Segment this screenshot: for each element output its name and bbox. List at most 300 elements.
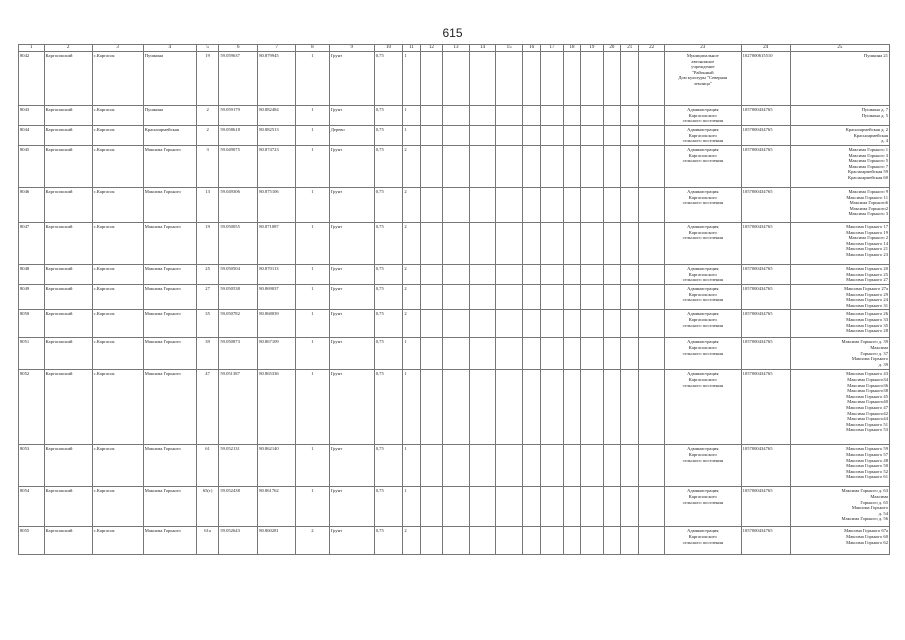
empty-cell: [541, 445, 563, 487]
longitude-cell: 80.867109: [258, 338, 296, 370]
latitude-cell: 59.058618: [219, 126, 258, 146]
count-cell: 2: [403, 285, 420, 310]
surface-cell: Грунт: [329, 188, 374, 223]
area-cell: 0,75: [374, 310, 403, 338]
owner-cell: [664, 285, 741, 310]
empty-cell: [621, 285, 639, 310]
sources-cell: [790, 310, 889, 338]
locality-cell: с.Каргасок: [92, 52, 143, 106]
record-number: 8047: [19, 223, 45, 265]
empty-cell: [496, 445, 523, 487]
latitude-cell: 59.049075: [219, 146, 258, 188]
empty-cell: [522, 146, 540, 188]
column-number: 7: [258, 45, 296, 52]
district-cell: Каргасокский: [44, 146, 92, 188]
owner-line: Администрация: [687, 488, 719, 494]
owner-line: Администрация: [687, 339, 719, 345]
empty-cell: [603, 285, 620, 310]
empty-cell: [603, 126, 620, 146]
source-address-line: Максима Горького 7: [848, 163, 888, 169]
owner-line: Каргасокского: [688, 316, 717, 322]
sources-cell: [790, 338, 889, 370]
empty-cell: [603, 338, 620, 370]
district-cell: Каргасокский: [44, 527, 92, 555]
table-row: [19, 487, 890, 527]
source-address-line: Максима Горького42: [847, 410, 888, 416]
empty-cell: [621, 188, 639, 223]
empty-cell: [443, 52, 470, 106]
empty-cell: [621, 487, 639, 527]
owner-line: Администрация: [687, 147, 719, 152]
empty-cell: [603, 445, 620, 487]
owner-line: сельского поселения: [682, 322, 723, 328]
house-cell: 61: [196, 445, 218, 487]
column-number: 13: [443, 45, 470, 52]
empty-cell: [563, 223, 580, 265]
latitude-cell: 59.049306: [219, 188, 258, 223]
empty-cell: [420, 445, 442, 487]
empty-cell: [522, 106, 540, 126]
inn-cell: 1027000615510: [741, 52, 790, 106]
source-address-line: Максима Горького 61: [846, 474, 888, 480]
column-number: 18: [563, 45, 580, 52]
column-8-cell: 1: [296, 338, 330, 370]
column-8-cell: 2: [296, 527, 330, 555]
sources-cell: [790, 487, 889, 527]
empty-cell: [603, 265, 620, 285]
source-address-line: Максима Горького 52: [846, 468, 888, 474]
source-address-line: Максима Горького 31: [846, 302, 888, 308]
owner-cell: [664, 52, 741, 106]
source-address-line: Красноармейская 60: [848, 174, 888, 180]
empty-cell: [420, 487, 442, 527]
district-cell: Каргасокский: [44, 52, 92, 106]
surface-cell: Грунт: [329, 106, 374, 126]
locality-cell: с.Каргасок: [92, 370, 143, 445]
empty-cell: [639, 126, 665, 146]
empty-cell: [639, 52, 665, 106]
sources-cell: [790, 188, 889, 223]
empty-cell: [639, 445, 665, 487]
surface-cell: Грунт: [329, 146, 374, 188]
column-8-cell: 1: [296, 370, 330, 445]
empty-cell: [420, 370, 442, 445]
empty-cell: [443, 370, 470, 445]
empty-cell: [420, 285, 442, 310]
table-row: [19, 527, 890, 555]
house-cell: 2: [196, 106, 218, 126]
empty-cell: [603, 188, 620, 223]
column-number: 1: [19, 45, 45, 52]
empty-cell: [443, 188, 470, 223]
owner-line: землица": [693, 80, 712, 86]
district-cell: Каргасокский: [44, 338, 92, 370]
count-cell: 1: [403, 126, 420, 146]
empty-cell: [469, 146, 496, 188]
empty-cell: [522, 285, 540, 310]
column-number: 10: [374, 45, 403, 52]
count-cell: 1: [403, 445, 420, 487]
inn-cell: 1057000434765: [741, 188, 790, 223]
empty-cell: [469, 527, 496, 555]
house-cell: 65(г): [196, 487, 218, 527]
source-address-line: Максима Горького 3: [848, 152, 888, 158]
empty-cell: [541, 265, 563, 285]
street-cell: Максима Горького: [143, 445, 196, 487]
table-row: [19, 146, 890, 188]
owner-line: Каргасокского: [688, 451, 717, 457]
house-cell: 13: [196, 188, 218, 223]
district-cell: Каргасокский: [44, 285, 92, 310]
empty-cell: [581, 146, 603, 188]
empty-cell: [496, 285, 523, 310]
empty-cell: [621, 445, 639, 487]
latitude-cell: 59.052131: [219, 445, 258, 487]
column-number: 4: [143, 45, 196, 52]
surface-cell: Грунт: [329, 223, 374, 265]
empty-cell: [496, 265, 523, 285]
empty-cell: [443, 487, 470, 527]
source-address-line: Максима Горького2: [849, 205, 888, 211]
source-address-line: Максима Горького44: [847, 416, 888, 422]
empty-cell: [603, 52, 620, 106]
column-number: 21: [621, 45, 639, 52]
column-number: 14: [469, 45, 496, 52]
surface-cell: Грунт: [329, 370, 374, 445]
source-address-line: Максима Горького 14: [846, 240, 888, 246]
empty-cell: [563, 487, 580, 527]
empty-cell: [541, 223, 563, 265]
empty-cell: [541, 106, 563, 126]
owner-line: "Районный: [691, 69, 714, 75]
locality-cell: с.Каргасок: [92, 126, 143, 146]
column-number: 5: [196, 45, 218, 52]
empty-cell: [621, 265, 639, 285]
source-address-line: Максима Горького36: [847, 382, 888, 388]
longitude-cell: 80.874723: [258, 146, 296, 188]
empty-cell: [420, 106, 442, 126]
column-number: 23: [664, 45, 741, 52]
house-cell: 39: [196, 338, 218, 370]
street-cell: Максима Горького: [143, 265, 196, 285]
source-address-line: Максима Горького 33: [846, 316, 888, 322]
empty-cell: [563, 146, 580, 188]
empty-cell: [541, 146, 563, 188]
street-cell: Красноармейская: [143, 126, 196, 146]
empty-cell: [443, 285, 470, 310]
latitude-cell: 59.050504: [219, 265, 258, 285]
surface-cell: Грунт: [329, 52, 374, 106]
source-address-line: Максима Горького 29: [846, 291, 888, 297]
surface-cell: Грунт: [329, 338, 374, 370]
source-address-line: Максима Горького: [851, 505, 888, 511]
source-address-line: Максима Горького д. 39: [841, 339, 888, 345]
source-address-line: Максима Горького 62: [846, 539, 888, 545]
source-address-line: Максима Горького6: [849, 200, 888, 206]
house-cell: 25: [196, 265, 218, 285]
empty-cell: [522, 52, 540, 106]
longitude-cell: 80.860281: [258, 527, 296, 555]
empty-cell: [581, 126, 603, 146]
empty-cell: [563, 106, 580, 126]
inn-cell: 1057000434765: [741, 146, 790, 188]
surface-cell: Грунт: [329, 445, 374, 487]
column-8-cell: 1: [296, 223, 330, 265]
latitude-cell: 59.050538: [219, 285, 258, 310]
district-cell: Каргасокский: [44, 188, 92, 223]
source-address-line: Максима Горького д. 63: [841, 488, 888, 494]
empty-cell: [469, 52, 496, 106]
source-address-line: Максима Горького 26: [846, 311, 888, 317]
house-cell: 2: [196, 126, 218, 146]
owner-line: Администрация: [687, 107, 719, 112]
locality-cell: с.Каргасок: [92, 188, 143, 223]
source-address-line: Максима Горького 45: [846, 393, 888, 399]
district-cell: Каргасокский: [44, 370, 92, 445]
empty-cell: [522, 223, 540, 265]
source-address-line: Максима Горького34: [847, 376, 888, 382]
sources-cell: [790, 223, 889, 265]
house-cell: 61а: [196, 527, 218, 555]
source-address-line: Максима Горького 27а: [844, 286, 888, 291]
empty-cell: [603, 106, 620, 126]
source-address-line: Максима Горького 28: [846, 328, 888, 334]
empty-cell: [541, 370, 563, 445]
source-address-line: Максима Горького 11: [846, 194, 888, 200]
empty-cell: [563, 527, 580, 555]
source-address-line: д. 39: [878, 361, 888, 367]
owner-line: Каргасокского: [688, 344, 717, 350]
area-cell: 0,75: [374, 285, 403, 310]
count-cell: 2: [403, 223, 420, 265]
longitude-cell: 80.882513: [258, 126, 296, 146]
record-number: 8052: [19, 370, 45, 445]
source-address-line: Горького д. 37: [860, 350, 888, 356]
empty-cell: [420, 52, 442, 106]
area-cell: 0,75: [374, 106, 403, 126]
source-address-line: Пушкина д. 5: [861, 112, 888, 118]
area-cell: 0,75: [374, 338, 403, 370]
empty-cell: [639, 285, 665, 310]
source-address-line: Максима Горького 23: [846, 251, 888, 257]
source-address-line: Максима Горького 43: [846, 371, 888, 377]
empty-cell: [420, 146, 442, 188]
table-row: [19, 265, 890, 285]
longitude-cell: 80.870113: [258, 265, 296, 285]
table-row: [19, 52, 890, 106]
empty-cell: [496, 52, 523, 106]
locality-cell: с.Каргасок: [92, 223, 143, 265]
locality-cell: с.Каргасок: [92, 265, 143, 285]
source-address-line: Максима: [870, 344, 888, 350]
owner-cell: [664, 188, 741, 223]
empty-cell: [639, 487, 665, 527]
owner-line: сельского поселения: [682, 138, 723, 144]
district-cell: Каргасокский: [44, 265, 92, 285]
empty-cell: [522, 338, 540, 370]
count-cell: 1: [403, 487, 420, 527]
column-number: 6: [219, 45, 258, 52]
inn-cell: 1057000434765: [741, 126, 790, 146]
empty-cell: [469, 487, 496, 527]
source-address-line: Пушкина д. 7: [861, 107, 888, 112]
page-number: 615: [442, 26, 463, 40]
empty-cell: [621, 310, 639, 338]
empty-cell: [496, 223, 523, 265]
latitude-cell: 59.050055: [219, 223, 258, 265]
inn-cell: 1057000434765: [741, 223, 790, 265]
empty-cell: [522, 310, 540, 338]
street-cell: Максима Горького: [143, 188, 196, 223]
empty-cell: [469, 106, 496, 126]
empty-cell: [581, 527, 603, 555]
house-cell: 47: [196, 370, 218, 445]
empty-cell: [541, 285, 563, 310]
locality-cell: с.Каргасок: [92, 285, 143, 310]
sources-cell: [790, 265, 889, 285]
empty-cell: [469, 126, 496, 146]
record-number: 8053: [19, 445, 45, 487]
empty-cell: [420, 310, 442, 338]
empty-cell: [522, 527, 540, 555]
owner-line: сельского поселения: [682, 277, 723, 283]
empty-cell: [443, 106, 470, 126]
empty-cell: [496, 146, 523, 188]
latitude-cell: 59.059179: [219, 106, 258, 126]
empty-cell: [603, 370, 620, 445]
count-cell: 1: [403, 52, 420, 106]
owner-cell: [664, 310, 741, 338]
surface-cell: Грунт: [329, 527, 374, 555]
area-cell: 0,75: [374, 126, 403, 146]
owner-line: сельского поселения: [682, 200, 723, 206]
table-row: [19, 126, 890, 146]
record-number: 8045: [19, 146, 45, 188]
empty-cell: [496, 188, 523, 223]
owner-line: Администрация: [687, 446, 719, 452]
empty-cell: [563, 338, 580, 370]
empty-cell: [522, 188, 540, 223]
house-cell: 3: [196, 146, 218, 188]
empty-cell: [621, 106, 639, 126]
count-cell: 2: [403, 265, 420, 285]
empty-cell: [563, 370, 580, 445]
sources-cell: [790, 52, 889, 106]
locality-cell: с.Каргасок: [92, 310, 143, 338]
empty-cell: [563, 445, 580, 487]
empty-cell: [443, 265, 470, 285]
empty-cell: [469, 370, 496, 445]
column-8-cell: 1: [296, 445, 330, 487]
source-address-line: Максима Горького 35: [846, 322, 888, 328]
owner-cell: [664, 445, 741, 487]
column-number: 9: [329, 45, 374, 52]
owner-line: Каргасокского: [688, 194, 717, 200]
owner-line: сельского поселения: [682, 158, 723, 164]
empty-cell: [496, 338, 523, 370]
empty-cell: [563, 285, 580, 310]
column-8-cell: 1: [296, 265, 330, 285]
source-address-line: Максима Горького: [851, 356, 888, 362]
street-cell: Пушкина: [143, 52, 196, 106]
owner-line: Администрация: [687, 189, 719, 194]
source-address-line: д. 54: [878, 510, 888, 516]
source-address-line: Максима Горького 3: [848, 211, 888, 217]
sources-cell: [790, 527, 889, 555]
sources-cell: [790, 285, 889, 310]
column-8-cell: 1: [296, 52, 330, 106]
longitude-cell: 80.882484: [258, 106, 296, 126]
empty-cell: [443, 445, 470, 487]
record-number: 8042: [19, 52, 45, 106]
district-cell: Каргасокский: [44, 223, 92, 265]
empty-cell: [581, 370, 603, 445]
record-number: 8051: [19, 338, 45, 370]
empty-cell: [420, 527, 442, 555]
record-number: 8055: [19, 527, 45, 555]
inn-cell: 1057000434765: [741, 445, 790, 487]
surface-cell: Грунт: [329, 310, 374, 338]
table-row: [19, 338, 890, 370]
empty-cell: [541, 338, 563, 370]
owner-line: Администрация: [687, 286, 719, 291]
empty-cell: [541, 487, 563, 527]
empty-cell: [639, 338, 665, 370]
column-8-cell: 1: [296, 188, 330, 223]
empty-cell: [420, 126, 442, 146]
empty-cell: [563, 310, 580, 338]
owner-cell: [664, 146, 741, 188]
area-cell: 0,75: [374, 52, 403, 106]
empty-cell: [563, 52, 580, 106]
empty-cell: [496, 370, 523, 445]
area-cell: 0,75: [374, 370, 403, 445]
street-cell: Максима Горького: [143, 370, 196, 445]
column-number: 17: [541, 45, 563, 52]
empty-cell: [469, 223, 496, 265]
empty-cell: [541, 126, 563, 146]
count-cell: 2: [403, 527, 420, 555]
locality-cell: с.Каргасок: [92, 146, 143, 188]
empty-cell: [621, 126, 639, 146]
empty-cell: [581, 223, 603, 265]
empty-cell: [621, 527, 639, 555]
street-cell: Максима Горького: [143, 338, 196, 370]
source-address-line: Горького д. 65: [860, 499, 888, 505]
empty-cell: [621, 338, 639, 370]
locality-cell: с.Каргасок: [92, 338, 143, 370]
column-number: 22: [639, 45, 665, 52]
owner-cell: [664, 265, 741, 285]
sources-cell: [790, 445, 889, 487]
owner-line: Каргасокского: [688, 271, 717, 277]
source-address-line: Максима Горького 67а: [844, 528, 888, 534]
empty-cell: [621, 370, 639, 445]
empty-cell: [581, 106, 603, 126]
owner-line: сельского поселения: [682, 539, 723, 545]
source-address-line: Максима Горького 25: [846, 271, 888, 277]
area-cell: 0,75: [374, 445, 403, 487]
owner-line: Администрация: [687, 127, 719, 132]
empty-cell: [522, 370, 540, 445]
empty-cell: [522, 126, 540, 146]
empty-cell: [639, 310, 665, 338]
source-address-line: д. 4: [881, 138, 888, 144]
district-cell: Каргасокский: [44, 487, 92, 527]
street-cell: Максима Горького: [143, 487, 196, 527]
owner-line: Администрация: [687, 224, 719, 229]
inn-cell: 1057000434765: [741, 106, 790, 126]
